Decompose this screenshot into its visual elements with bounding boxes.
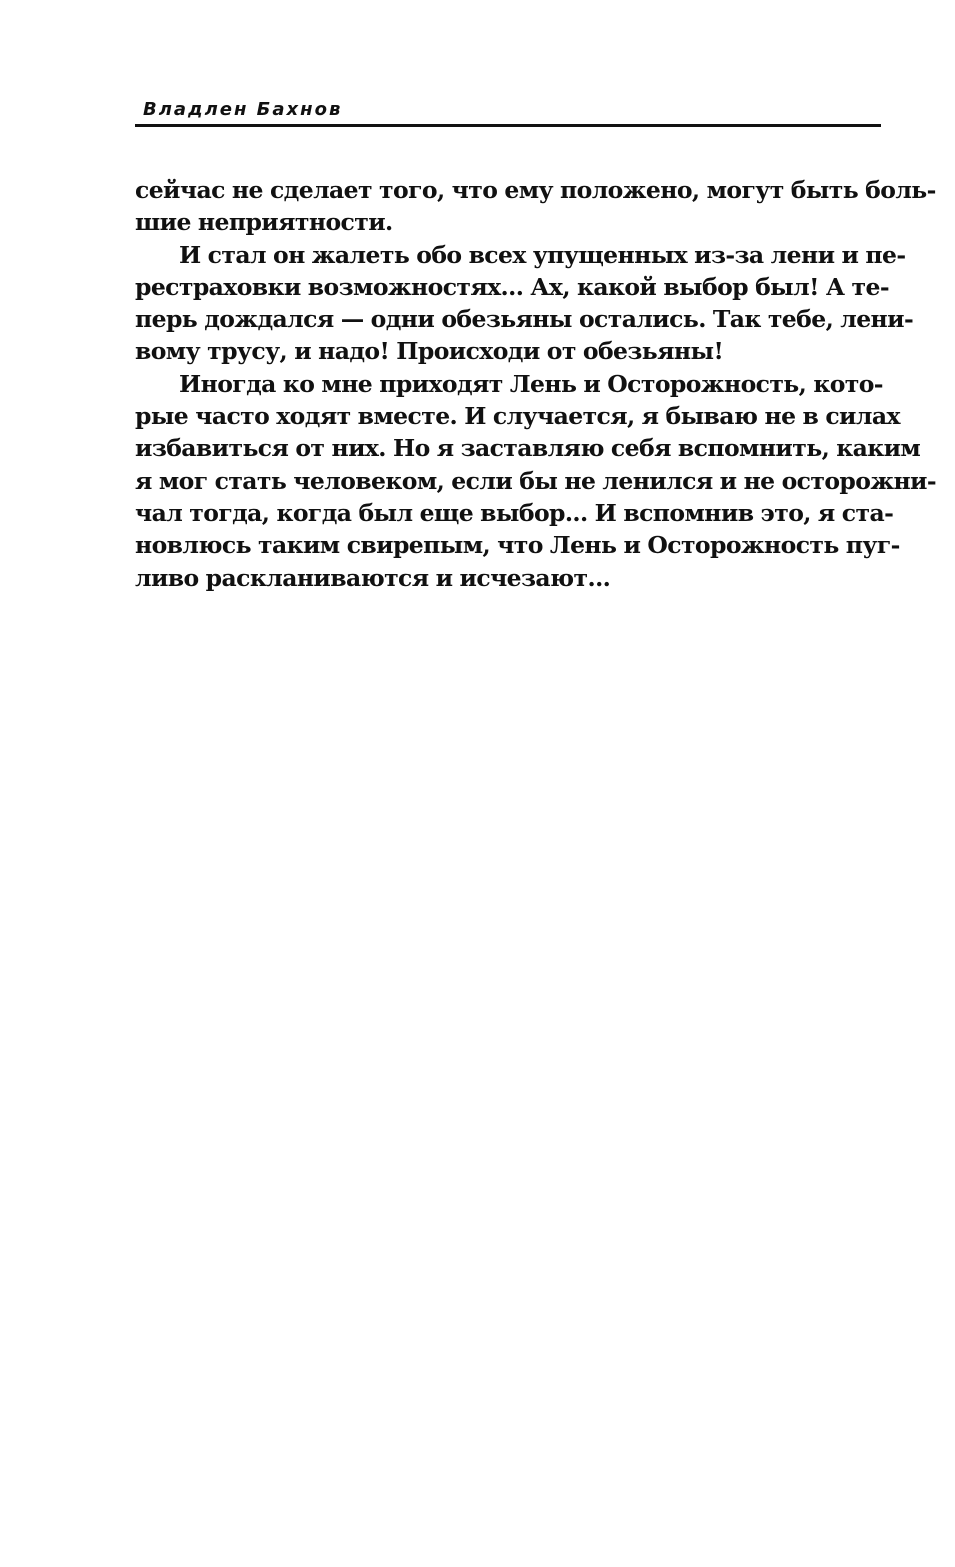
running-head	[135, 98, 881, 127]
text-line: И стал он жалеть обо всех упущенных из-за лени и пе-	[179, 240, 906, 269]
text-line: новлюсь таким свирепым, что Лень и Осторожность пуг-	[135, 531, 900, 560]
body-text	[135, 174, 937, 594]
text-line: избавиться от них. Но я заставляю себя вспомнить, каким	[135, 434, 921, 463]
paragraph	[135, 239, 914, 368]
text-line: шие неприятности.	[135, 208, 393, 237]
text-line: вому трусу, и надо! Происходи от обезьяны!	[135, 337, 724, 366]
text-line: рестраховки возможностях... Ах, какой выбор был! А те-	[135, 272, 889, 301]
text-line: рые часто ходят вместе. И случается, я бываю не в силах	[135, 402, 900, 431]
running-head-author: Владлен Бахнов	[143, 99, 343, 120]
text-line: Иногда ко мне приходят Лень и Осторожность, кото-	[179, 369, 883, 398]
text-line: ливо раскланиваются и исчезают...	[135, 563, 611, 592]
text-line: перь дождался — одни обезьяны остались. Так тебе, лени-	[135, 305, 914, 334]
text-line: сейчас не сделает того, что ему положено, могут быть боль-	[135, 176, 936, 204]
paragraph	[135, 368, 937, 594]
text-line: чал тогда, когда был еще выбор... И вспомнив это, я ста-	[135, 498, 894, 527]
text-line: я мог стать человеком, если бы не ленился и не осторожни-	[135, 466, 937, 495]
paragraph	[135, 174, 936, 239]
